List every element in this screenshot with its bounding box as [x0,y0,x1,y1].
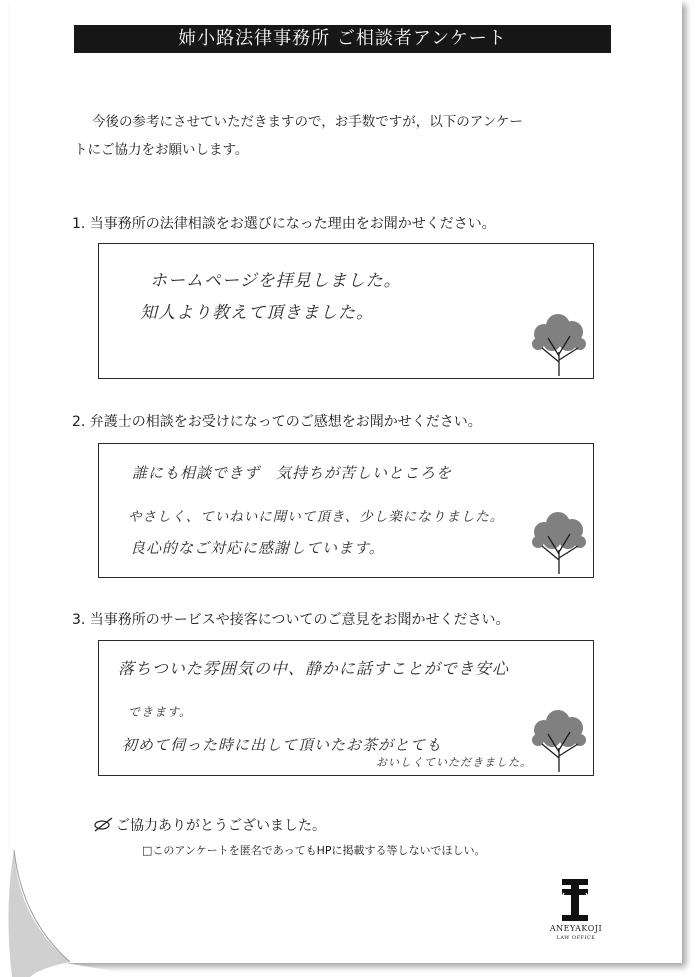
intro-text [74,108,614,164]
pen-icon [92,815,116,833]
tree-icon [528,510,590,574]
answer-2-line-1: 誰にも相談できず 気持ちが苦しいところを [132,464,453,482]
firm-logo-sub: LAW OFFICE [556,935,596,941]
thanks-message: ご協力ありがとうございました。 [116,818,326,834]
answer-3-line-4: おいしくていただきました。 [376,756,532,769]
answer-3-line-1: 落ちついた雰囲気の中、静かに話すことができ安心 [118,659,509,678]
question-2-label: 2. 弁護士の相談をお受けになってのご感想をお聞かせください。 [72,414,482,430]
answer-3-line-2: できます。 [128,705,193,719]
answer-1-line-1: ホームページを拝見しました。 [150,271,402,291]
question-1-label: 1. 当事務所の法律相談をお選びになった理由をお聞かせください。 [72,216,496,232]
tree-icon [528,312,590,376]
intro-line-1: 今後の参考にさせていただきますので，お手数ですが，以下のアンケー [92,114,523,130]
answer-2-line-3: 良心的なご対応に感謝しています。 [130,539,385,557]
answer-1-line-2: 知人より教えて頂きました。 [140,303,374,323]
question-3-label: 3. 当事務所のサービスや接客についてのご意見をお聞かせください。 [72,612,510,628]
intro-line-2: トにご協力をお願いします。 [74,142,249,158]
answer-2-line-2: やさしく、ていねいに聞いて頂き、少し楽になりました。 [128,509,505,525]
page-title: 姉小路法律事務所 ご相談者アンケート [74,25,611,53]
page-curl [0,850,120,977]
consent-checkbox-text: □このアンケートを匿名であってもHPに掲載する等しないでほしい。 [142,844,486,857]
firm-logo-name: ANEYAKOJI [549,924,603,933]
tree-icon [528,708,590,772]
answer-3-line-3: 初めて伺った時に出して頂いたお茶がとても [122,736,443,754]
